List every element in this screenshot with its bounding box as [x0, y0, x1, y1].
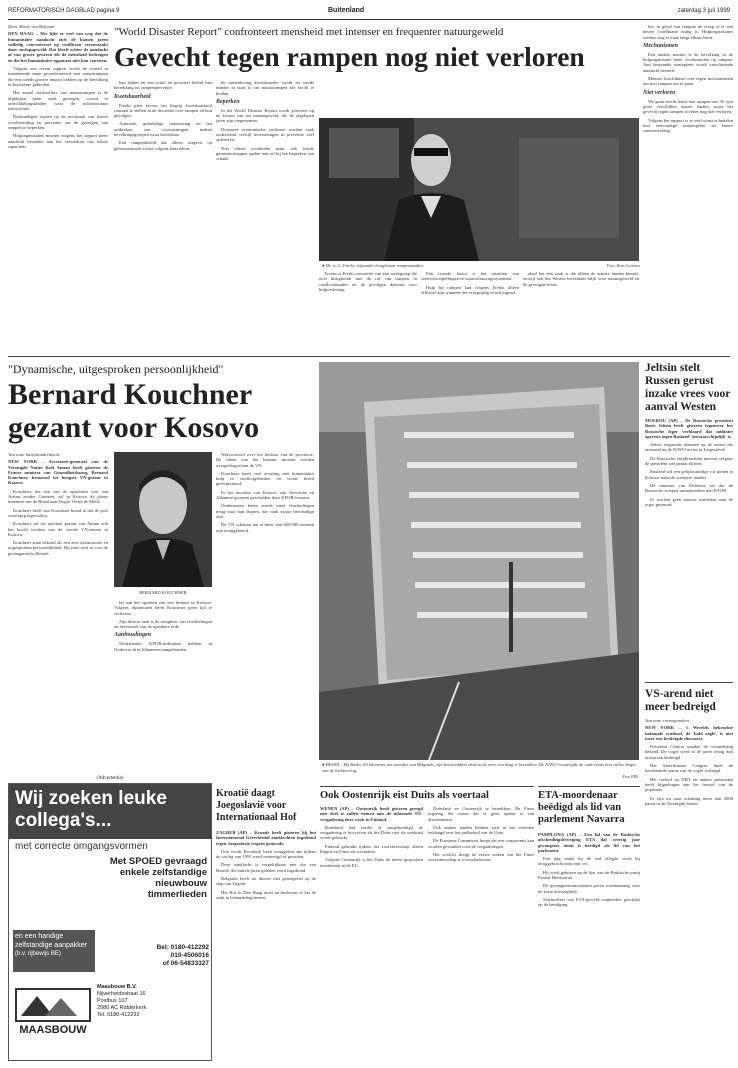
oostenrijk-headline: Ook Oostenrijk eist Duits als voertaal — [320, 790, 489, 801]
kroatie-column: ZAGREB (AP) – Kroatië heeft gisteren bij het Internationaal Gerechtshof aanklachten ingediend tegen Joegoslavië wegens genocide. Ook wordt Kroatisch bezit teruggeëist dat tijdens de oorlog van 1991 werd vernietigd of gestolen. Deze aanklacht is vergelijkbaar met die van Bosnië, die enkele jaren geleden werd ingediend. Belgrado heeft tot dusver niet gereageerd op de stap van Zagreb. Het Hof in Den Haag moet nu beslissen of het de zaak in behandeling neemt. — [216, 830, 316, 900]
ad-logo: MAASBOUW — [19, 1024, 87, 1036]
kouchner-column-1: Van onze buitenlandredactie NEW YORK – Secretaris-generaal van de Verenigde Naties Kofi Annan heeft gisteren de Franse minister van Gezondheidszorg, Bernard Kouchner, benoemd tot hoogste VN-gezant in Kosovo. Kouchner, die een van de oprichters was van Artsen zonder Grenzen, zal in Kosovo de plaats innemen van de Braziliaan Sergio Vieira de Mello. Kouchner heeft van Kouchner brand in dat de post voorlopig ingevuld is. Kouchner zal als speciaal gezant van Annan ook het hoofd worden van de civiele VN-missie in Kosovo. Kouchner staat bekend als een zeer dynamische en uitgesproken persoonlijkheid. Hij zette zich in voor de gevangenen in Bosnië. — [8, 452, 108, 556]
disaster-sub-beperken: Beperken — [216, 98, 240, 105]
caption-bullet-icon: ● — [322, 263, 326, 268]
oostenrijk-lead: WENEN (AP) – Oostenrijk heeft gisteren gezegd niet deel te zullen nemen aan de informele EU-vergadering deze week in Finland. — [320, 806, 423, 822]
disaster-column-1: Door Marie van Beijnum DEN HAAG – Het lijkt er veel van weg dat de humanitaire aandacht zich de komen jaren volledig concentreert op conflicten veroorzaakt door oorlogsgeweld. Dat kleeft echter de aandacht af van groter gevaren die de mensheid bedreigen en die het humanitaire apparaat niet kan voorzien. Volgens een recent rapport wordt de wereld in toenemende mate geconfronteerd met natuurrampen die een steeds grotere impact hebben op de bevolking in kwetsbare gebieden. Het aantal slachtoffers van natuurrampen is de afgelopen jaren sterk gestegen, vooral in ontwikkelingslanden waar de infrastructuur tekortschiet. Deskundigen wijzen op de noodzaak van betere voorbereiding en preventie om de gevolgen van rampen te beperken. Hulporganisaties moeten volgens het rapport meer aandacht besteden aan het versterken van lokale capaciteit. — [8, 24, 108, 149]
section-divider — [8, 356, 730, 357]
ad-label: (Advertentie) — [96, 776, 124, 781]
section-title: Buitenland — [328, 7, 365, 14]
kroatie-lead: ZAGREB (AP) – Kroatië heeft gisteren bij het Internationaal Gerechtshof aanklachten ingediend tegen Joegoslavië wegens genocide. — [216, 830, 316, 846]
kouchner-byline: Van onze buitenlandredactie — [8, 452, 61, 457]
ad-subline: met correcte omgangsvormen — [15, 841, 148, 852]
maasbouw-logo-icon — [17, 990, 89, 1020]
frerks-caption — [322, 263, 522, 269]
masthead-date: zaterdag 3 juli 1999 — [677, 8, 730, 14]
disaster-column-2: kan leiden tot een actief en proactief beleid met betrekking tot rampenpreventie. Kwetsbaarheid Frerks pleit ervoor het begrip kwetsbaarheid centraal te stellen in de discussie over rampen en hun gevolgen. Armoede, gebrekkige huisvesting en het ontbreken van voorzieningen maken bevolkingsgroepen extra kwetsbaar. Een rampenbeleid dat alleen reageert op gebeurtenissen schiet volgens hem tekort. — [114, 80, 212, 151]
oostenrijk-top-rule — [320, 786, 534, 787]
frerks-photo-credit: Foto: Kees Gorissen — [606, 263, 640, 268]
ad-phone-2: 010-4506016 — [170, 952, 209, 959]
disaster-column-7: het, in geval van rampen de vraag of er een betere coördinatie nodig is. Hulporganisaties werken nog te vaak langs elkaar heen. Mechanismen Een andere manier is de bevolking in de hulporganisatie beter voorbereiden op rampen. Aan bestaande strategieën wordt onvoldoende aandacht besteed. Mensen beschikken over eigen mechanismen om met rampen om te gaan. Niet verloren We gaan steeds beter met rampen om. Er zijn grote verschillen tussen landen, maar het gevecht tegen rampen is zeker nog niet verloren. Volgens het rapport is er veel winst te behalen met eenvoudige maatregelen en betere samenwerking. — [643, 24, 733, 134]
caption-bullet-icon-2: ● — [322, 762, 326, 767]
disaster-lead: DEN HAAG – Het lijkt er veel van weg dat de humanitaire aandacht zich de komen jaren volledig concentreert op conflicten veroorzaakt door oorlogsgeweld. Dat kleeft echter de aandacht af van groter gevaren die de mensheid bedreigen en die het humanitaire apparaat niet kan voorzien. — [8, 31, 108, 63]
ad-header — [9, 784, 211, 839]
frerks-caption-text: Dr. ir. G. Frerks: bijzonder hoogleraar rampenstudies. — [325, 263, 425, 268]
oostenrijk-column-2: Duitsland en Oostenrijk te betrekken. De Finse regering liet weten dat er geen sprake is van discriminatie. Ook andere landen hebben zich in het verleden beklaagd over het taalbeleid van de Unie. De Europese Commissie hoopt dat een compromis kan worden gevonden voor de vergaderingen. Het conflict dreigt de eerste weken van het Finse voorzitterschap te overschaduwen. — [428, 806, 534, 863]
ad-handig-box — [13, 930, 95, 972]
vs-arend-lead: NEW YORK – 's Werelds bekendste nationale symbool, de 'bald eagle', is niet meer een bedreigde diersoort. — [645, 725, 733, 741]
ad-phone-1: Bel: 0180-412292 — [156, 944, 209, 951]
ad-logo-mark — [15, 988, 91, 1022]
ad-handig-sub: (b.v. rijbewijs BE) — [15, 951, 61, 957]
eta-lead: PAMPLONA (AP) – Een lid van de Baskische afscheidingsbeweging ETA dat veertig jaar gevangenis uitzit is beëdigd als lid van het parlement. — [538, 832, 640, 853]
disaster-headline: Gevecht tegen rampen nog niet verloren — [114, 41, 585, 72]
eta-top-rule — [538, 786, 640, 787]
disaster-kicker: "World Disaster Report" confronteert mensheid met intenser en frequenter natuurgeweld — [114, 26, 504, 38]
ad-middle: Met SPOED gevraagd enkele zelfstandige nieuwbouw timmerlieden — [109, 856, 207, 900]
russia-lead: MOSKOU (AP) – De Russische president Boris Jeltsin heeft gisteren tegenover het Russische leger verklaard dat militaire agressie tegen Rusland 'onwaarschijnlijk' is. — [645, 418, 733, 439]
disaster-sub-kwetsbaarheid: Kwetsbaarheid — [114, 93, 151, 100]
vs-arend-column: Van onze correspondent NEW YORK – 's Werelds bekendste nationale symbool, de 'bald eagle', is niet meer een bedreigde diersoort. President Clinton maakte de verandering bekend. De vogel werd in de jaren zestig met uitsterven bedreigd. Het Amerikaanse Congres heeft de beschermde status van de vogel verlaagd. Het verbod op DDT en andere pesticiden heeft bijgedragen aan het herstel van de populatie. Er zijn nu naar schatting meer dan 5800 paren in de Verenigde Staten. — [645, 718, 733, 806]
disaster-sub-niet-verloren: Niet verloren — [643, 89, 676, 96]
kouchner-kicker: "Dynamische, uitgesproken persoonlijkheid" — [8, 362, 224, 376]
ad-addr-4: Tel. 0180-412292 — [97, 1012, 140, 1018]
disaster-column-6: alsof het een zaak is die alleen de armste landen betreft, terwijl ook het Westen kwetsbaar blijft voor natuurgeweld en de gevolgen ervan. — [523, 271, 639, 287]
disaster-column-5: Een tweede factor is het uitzetten van weersvoorspellingen en waarschuwingssystemen. Hulp bij rampen kan volgens Frerks alleen effectief zijn wanneer die vroegtijdig wordt ingezet. — [421, 271, 519, 295]
besna-caption-text: BESNA – Bij Besko, 60 kilometer ten noorden van Belgrado, zijn bouwvakkers druk in de weer een brug te herstellen. De NAVO vernietigde de oude reeds kort na het begin van de luchtoorlog. — [322, 762, 636, 773]
kouchner-column-2: bij aan het opzetten van een bestuur in Kosovo. Volgens diplomaten heeft Kouchner geen tijd te verliezen. Zijn directe taak is de terugkeer van vluchtelingen en het herstel van de openbare orde. Aanhoudingen Nederlandse KFOR-militairen hebben in Orahovac drie Albanezen aangehouden. — [114, 600, 212, 652]
russia-column: MOSKOU (AP) – De Russische president Boris Jeltsin heeft gisteren tegenover het Russische leger verklaard dat militaire agressie tegen Rusland 'onwaarschijnlijk' is. Jeltsin reageerde daarmee op de onrust die ontstond na de NAVO-acties in Joegoslavië. De Russische strijdkrachten moeten volgens de president wel paraat blijven. Rusland wil een gelijkwaardige rol spelen in Kosovo naast de westerse landen. De minister van Defensie zei dat de Russische troepen samenwerken met KFOR. Er worden geen nieuwe eenheden naar de regio gestuurd. — [645, 418, 733, 507]
frerks-photo — [319, 118, 639, 261]
ad-box — [8, 783, 212, 1061]
ad-phones — [129, 944, 209, 968]
disaster-sub-mechanismen: Mechanismen — [643, 42, 679, 49]
masthead-left: REFORMATORISCH DAGBLAD pagina 9 — [8, 8, 120, 14]
eta-headline: ETA-moordenaar beëdigd als lid van parlement Navarra — [538, 790, 625, 825]
disaster-byline: Door Marie van Beijnum — [8, 24, 55, 29]
besna-photo-credit: Foto EPA — [622, 774, 638, 779]
ad-handig: en een handige zelfstandige aanpakker — [15, 933, 87, 949]
ad-addr-2: Postbus 107 — [97, 998, 128, 1004]
masthead — [8, 6, 730, 20]
vs-arend-byline: Van onze correspondent — [645, 718, 689, 723]
russia-headline: Jeltsin stelt Russen gerust inzake vrees voor aanval Westen — [645, 362, 731, 413]
russia-divider — [645, 682, 733, 683]
disaster-column-3: de samenleving kwetsbaarder wordt en steeds minder in staat is om natuurrampen het hoofd te bieden. Beperken In het World Disaster Report wordt gewezen op de kosten van het natuurgeweld, die de afgelopen jaren zijn toegenomen. Doorsnee economische verliezen worden vaak onderschat, terwijl investeringen in preventie veel opleveren. Niet alleen overheden maar ook lokale gemeenschappen spelen een rol bij het beperken van schade. — [216, 80, 314, 162]
besna-caption — [322, 762, 638, 773]
ad-headline: Wij zoeken leuke collega's... — [15, 788, 167, 831]
kroatie-headline: Kroatië daagt Joegoslavië voor Internationaal Hof — [216, 788, 297, 823]
vs-arend-headline: VS-arend niet meer bedreigd — [645, 688, 716, 713]
ad-company: Maasbouw B.V. — [97, 984, 137, 990]
kouchner-headline: Bernard Kouchner gezant voor Kosovo — [8, 378, 260, 444]
disaster-column-4: Tevens is Frerks voorzitter van een werkgroep die zich bezighoudt met de rol van rampen in conflictsituaties en de gevolgen daarvan voor hulpverlening. — [319, 271, 417, 292]
besna-photo — [319, 362, 639, 760]
kouchner-photo — [114, 452, 212, 587]
oostenrijk-column-1: WENEN (AP) – Oostenrijk heeft gisteren gezegd niet deel te zullen nemen aan de informele EU-vergadering deze week in Finland. Duitsland had eerder al aangekondigd de vergadering te boycotten als het Duits niet als werktaal wordt gebruikt. Finland gebruikt tijdens het voorzitterschap alleen Engels en Frans als werktalen. Volgens Oostenrijk is het Duits de meest gesproken moedertaal in de EU. — [320, 806, 423, 868]
ad-addr-1: Nijverheidsstraat 16 — [97, 991, 146, 997]
eta-column: PAMPLONA (AP) – Een lid van de Baskische afscheidingsbeweging ETA dat veertig jaar gevangenis uitzit is beëdigd als lid van het parlement. Een dag nadat hij de eed aflegde werd hij teruggebracht naar zijn cel. Hij werd gekozen op de lijst van de Baskische partij Euskal Herritarrok. De gevangenisautoriteiten gaven toestemming voor de korte afwezigheid. Slachtoffers van ETA-geweld reageerden geschokt op de beëdiging. — [538, 832, 640, 908]
ad-addr-3: 2980 AC Ridderkerk — [97, 1005, 147, 1011]
kouchner-column-3: Wetsvoorstel over het bestuur van de provincie. De taken van het bestuur moeten worden overgedragen aan de VN. Kouchner heeft veel ervaring met humanitaire hulp in conflictgebieden en wordt breed gerespecteerd. In het noorden van Kosovo zijn Servische en Albanese groepen gescheiden door KFOR-troepen. Ondertussen keren steeds meer vluchtelingen terug naar hun dorpen, die vaak zwaar beschadigd zijn. De VN schatten dat al meer dan 600.000 mensen zijn teruggekeerd. — [216, 452, 314, 533]
ad-phone-3: of 06-54833327 — [162, 960, 209, 967]
kouchner-lead: NEW YORK – Secretaris-generaal van de Verenigde Naties Kofi Annan heeft gisteren de Franse minister van Gezondheidszorg, Bernard Kouchner, benoemd tot hoogste VN-gezant in Kosovo. — [8, 459, 108, 486]
ad-address — [97, 984, 207, 1019]
kouchner-caption: BERNARD KOUCHNER — [139, 590, 187, 595]
kouchner-sub-aanhoudingen: Aanhoudingen — [114, 632, 152, 639]
